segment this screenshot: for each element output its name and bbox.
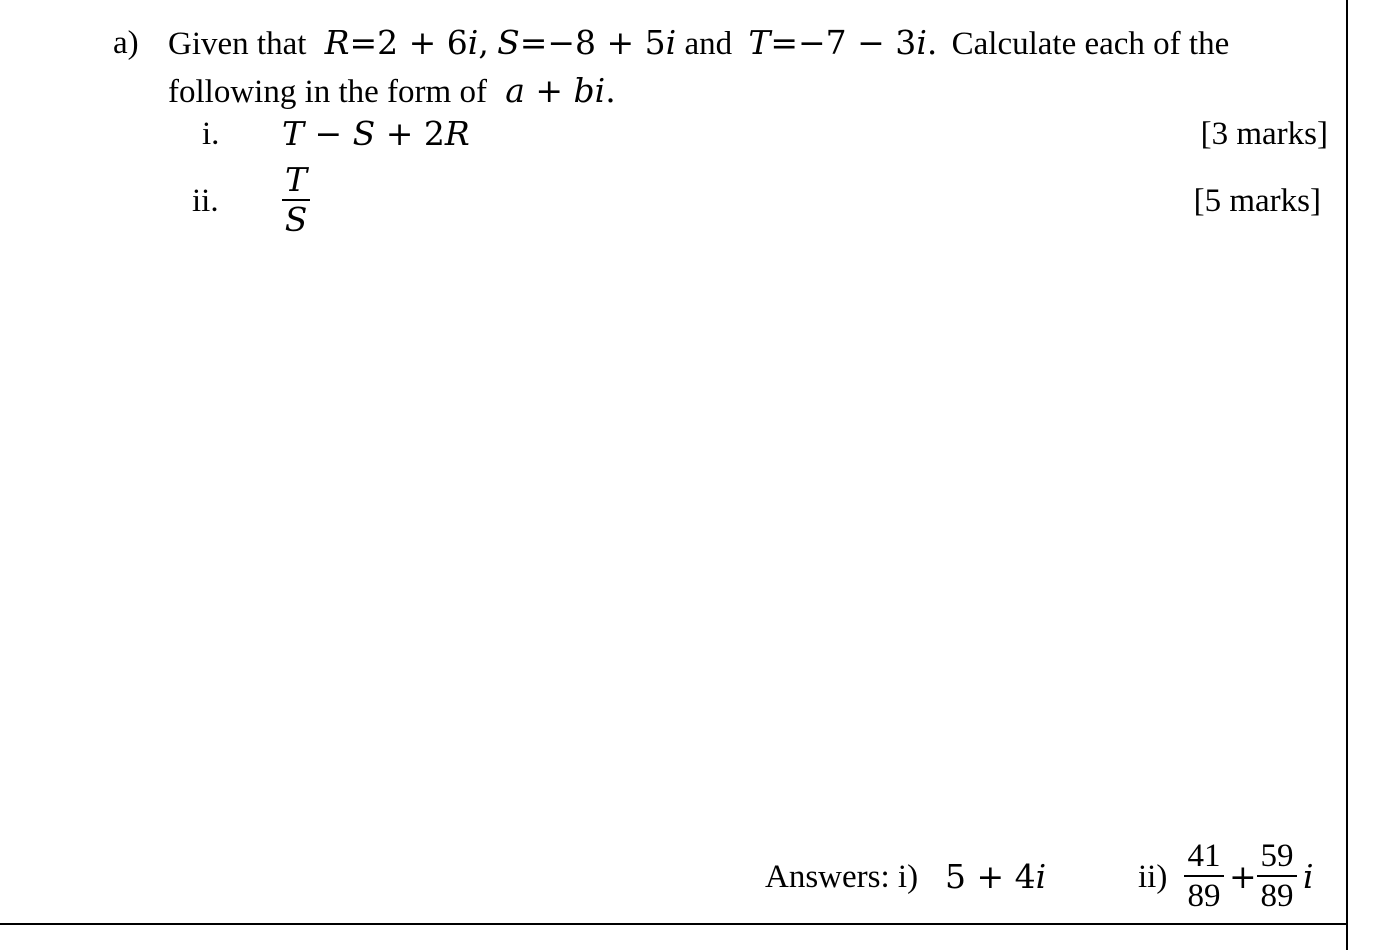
answers-label: Answers: i) bbox=[765, 859, 919, 895]
answer-ii-plus: + bbox=[1229, 857, 1257, 896]
given-that-text: Given that bbox=[168, 26, 307, 62]
form-expression: a + bi. bbox=[505, 71, 616, 110]
part-ii-marks: [5 marks] bbox=[1193, 183, 1321, 219]
part-i-label: i. bbox=[202, 116, 220, 152]
part-i-marks: [3 marks] bbox=[1200, 116, 1328, 152]
s-definition: S=−8 + 5i bbox=[497, 23, 677, 62]
fraction-numerator: T bbox=[284, 160, 307, 199]
fraction-numerator: 59 bbox=[1260, 838, 1294, 874]
question-stem-line-2 bbox=[168, 71, 616, 112]
bottom-border-line bbox=[0, 923, 1348, 925]
calculate-text: Calculate each of the bbox=[951, 26, 1230, 62]
t-definition: T=−7 − 3i. bbox=[748, 23, 938, 62]
fraction-denominator: 89 bbox=[1260, 878, 1294, 914]
answer-ii-imaginary-unit: i bbox=[1303, 857, 1314, 896]
fraction-numerator: 41 bbox=[1187, 838, 1221, 874]
part-ii-fraction bbox=[281, 161, 311, 239]
and-text: and bbox=[684, 26, 733, 62]
answer-i-value: 5 + 4i bbox=[945, 857, 1047, 896]
question-label: a) bbox=[113, 25, 139, 61]
answer-ii-fraction-2 bbox=[1256, 837, 1298, 915]
form-instruction-text: following in the form of bbox=[168, 74, 487, 110]
part-i-expression: T − S + 2R bbox=[282, 114, 470, 153]
answer-ii-fraction-1 bbox=[1183, 837, 1225, 915]
question-stem-line-1 bbox=[168, 23, 1229, 64]
right-border-line bbox=[1346, 0, 1348, 950]
answer-ii-label: ii) bbox=[1138, 859, 1168, 895]
part-ii-label: ii. bbox=[192, 183, 219, 219]
r-definition: R=2 + 6i, bbox=[324, 23, 489, 62]
fraction-denominator: S bbox=[284, 200, 308, 239]
fraction-denominator: 89 bbox=[1187, 878, 1221, 914]
